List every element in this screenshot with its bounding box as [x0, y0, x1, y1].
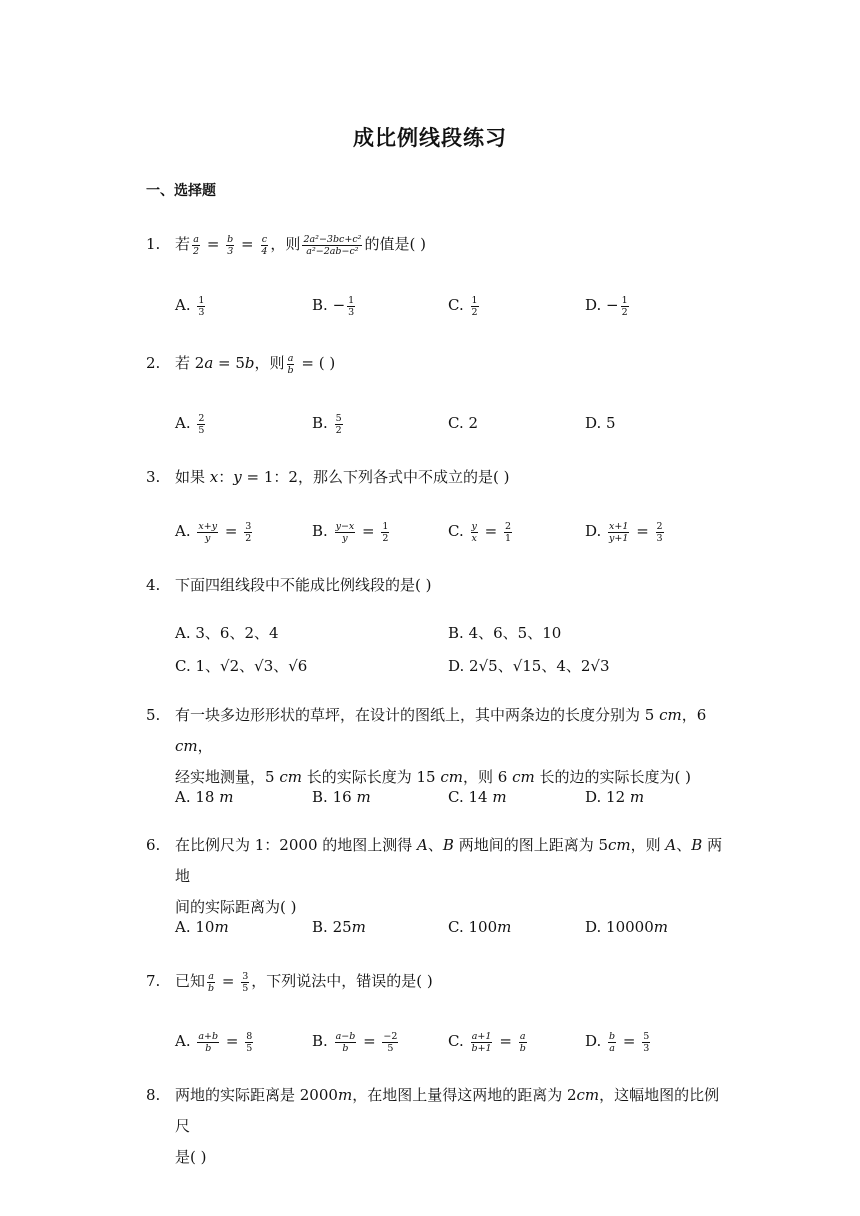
question-text: 在比例尺为 1：2000 的地图上测得 A、B 两地间的图上距离为 5cm，则 A、B 两地 间的实际距离为( )	[175, 836, 723, 916]
question-number: 7.	[146, 972, 161, 990]
options-q4-row2	[175, 652, 735, 680]
option-c[interactable]: C. 2	[448, 414, 479, 432]
option-a[interactable]: A. $\frac{a+b}{b}$ = $\frac{8}{5}$	[175, 1030, 253, 1054]
question-number: 4.	[146, 576, 161, 594]
page-title: 成比例线段练习	[353, 126, 507, 150]
fraction: $\frac{b}{3}$	[227, 233, 234, 257]
option-a[interactable]: A. $\frac{1}{3}$	[175, 294, 205, 318]
fraction: $\frac{a}{2}$	[193, 233, 200, 257]
options-q2	[175, 409, 735, 437]
option-b[interactable]: B. $\frac{a-b}{b}$ = $\frac{-2}{5}$	[312, 1030, 398, 1054]
question-6	[146, 830, 726, 923]
question-8	[146, 1080, 726, 1173]
option-a[interactable]: A. 3、6、2、4	[175, 624, 279, 642]
fraction: $\frac{a}{b}$	[287, 352, 294, 376]
option-c[interactable]: C. $\frac{1}{2}$	[448, 294, 478, 318]
option-b[interactable]: B. 25m	[312, 918, 366, 936]
question-text: 若 2a = 5b，则 $\frac{a}{b}$ = ( )	[175, 352, 336, 376]
question-number: 5.	[146, 706, 161, 724]
question-text: 若 $\frac{a}{2}$ = $\frac{b}{3}$ = $\frac{c}{4}$ ，则 $\frac{\text{2a²−3bc+c²}}{\text{a²−2ab−c²}}$ 的值是( )	[175, 233, 426, 257]
fraction: $\frac{\text{2a²−3bc+c²}}{\text{a²−2ab−c²}}$	[303, 233, 362, 257]
option-a[interactable]: A. $\frac{x+y}{y}$ = $\frac{3}{2}$	[175, 520, 252, 544]
question-number: 8.	[146, 1086, 161, 1104]
option-c[interactable]: C. 1、√2、√3、√6	[175, 657, 308, 675]
option-b[interactable]: B. 16 m	[312, 788, 371, 806]
options-q7	[175, 1027, 735, 1055]
question-2	[146, 348, 726, 379]
option-a[interactable]: A. 18 m	[175, 788, 234, 806]
question-text: 已知 $\frac{a}{b}$ = $\frac{3}{5}$ ，下列说法中，错误的是( )	[175, 970, 433, 994]
option-c[interactable]: C. $\frac{a+1}{b+1}$ = $\frac{a}{b}$	[448, 1030, 526, 1054]
options-q1	[175, 291, 735, 319]
question-number: 3.	[146, 468, 161, 486]
option-b[interactable]: B. $\frac{y-x}{y}$ = $\frac{1}{2}$	[312, 520, 389, 544]
question-text: 下面四组线段中不能成比例线段的是( )	[175, 576, 432, 594]
question-text: 如果 x：y = 1：2，那么下列各式中不成立的是( )	[175, 468, 510, 486]
option-c[interactable]: C. 100m	[448, 918, 512, 936]
question-4	[146, 570, 726, 601]
question-text: 有一块多边形形状的草坪，在设计的图纸上，其中两条边的长度分别为 5 cm，6 cm， 经实地测量，5 cm 长的实际长度为 15 cm，则 6 cm 长的边的实际长度为( )	[175, 706, 707, 786]
question-number: 1.	[146, 235, 161, 253]
options-q5	[175, 783, 735, 811]
option-a[interactable]: A. 10m	[175, 918, 229, 936]
option-a[interactable]: A. $\frac{2}{5}$	[175, 412, 205, 436]
option-b[interactable]: B. 4、6、5、10	[448, 624, 562, 642]
fraction: $\frac{c}{4}$	[261, 233, 268, 257]
question-5	[146, 700, 726, 793]
question-3	[146, 462, 726, 493]
option-c[interactable]: C. $\frac{y}{x}$ = $\frac{2}{1}$	[448, 520, 512, 544]
option-d[interactable]: D. 10000m	[585, 918, 668, 936]
section-heading: 一、选择题	[146, 183, 216, 199]
option-d[interactable]: D. 5	[585, 414, 616, 432]
option-d[interactable]: D. − $\frac{1}{2}$	[585, 294, 628, 318]
option-d[interactable]: D. $\frac{x+1}{y+1}$ = $\frac{2}{3}$	[585, 520, 663, 544]
question-7	[146, 966, 726, 997]
option-b[interactable]: B. − $\frac{1}{3}$	[312, 294, 355, 318]
question-1	[146, 229, 726, 260]
option-c[interactable]: C. 14 m	[448, 788, 507, 806]
option-d[interactable]: D. 12 m	[585, 788, 645, 806]
question-text: 两地的实际距离是 2000m，在地图上量得这两地的距离为 2cm，这幅地图的比例尺 是( )	[175, 1086, 720, 1166]
question-number: 6.	[146, 836, 161, 854]
option-d[interactable]: D. $\frac{b}{a}$ = $\frac{5}{3}$	[585, 1030, 650, 1054]
options-q3	[175, 517, 735, 545]
fraction: $\frac{3}{5}$	[242, 970, 249, 994]
options-q6	[175, 913, 735, 941]
fraction: $\frac{a}{b}$	[208, 970, 215, 994]
option-b[interactable]: B. $\frac{5}{2}$	[312, 412, 342, 436]
options-q4-row1	[175, 619, 735, 647]
option-d[interactable]: D. 2√5、√15、4、2√3	[448, 657, 610, 675]
question-number: 2.	[146, 354, 161, 372]
